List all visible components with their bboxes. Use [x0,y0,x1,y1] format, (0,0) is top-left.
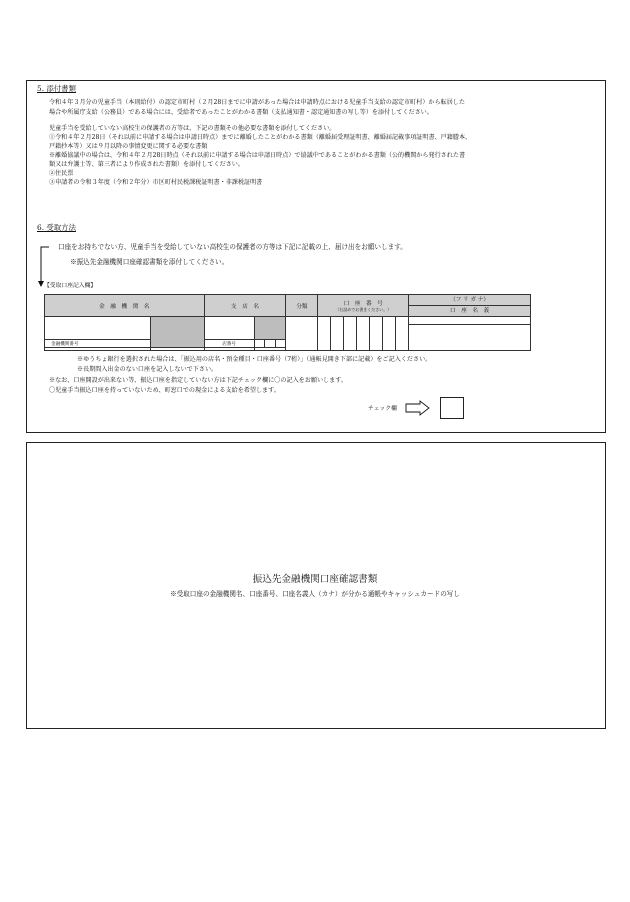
account-digit-5[interactable] [370,317,383,351]
account-digit-6[interactable] [383,317,396,351]
arrow-right-icon [405,400,431,416]
note-dormant: ※長期間入出金のない口座を記入しないで下さい。 [77,366,218,373]
account-digit-3[interactable] [344,317,357,351]
section5-p2-line3: 戸籍抄本等）又は９月以降の事情変更に関する必要な書類 [49,143,208,150]
section6-line1: 口座をお持ちでない方、児童手当を受給していない高校生の保護者の方等は下記に記載の上、届け出をお願いします。 [58,243,407,251]
col-bank-name: 金 融 機 関 名 [45,295,205,317]
note-cash: 〇児童手当振込口座を持っていないため、町窓口での現金による支給を希望します。 [49,387,280,394]
account-digit-2[interactable] [331,317,344,351]
col-holder-label: 口 座 名 義 [450,308,490,314]
check-box[interactable] [440,397,464,419]
account-digit-4[interactable] [357,317,370,351]
account-digit-1[interactable] [318,317,331,351]
bank-code-label: 金融機関番号 [45,340,151,348]
col-account-number [318,295,409,317]
section5-p2-line5: 類又は弁護士等、第三者により作成された書類）を添付してください。 [49,161,244,168]
note-check: ※なお、口座開設が出来ない等、振込口座を指定していない方は下記チェック欄に〇の記入をお願いします。 [49,377,347,384]
note-yucho: ※ゆうちょ銀行を選択された場合は、「振込用の店名・預金種目・口座番号（7桁）」（通帳見開き下部に記載）をご記入ください。 [77,356,432,363]
section5-p2-line6: ②住民票 [49,170,74,177]
col-account-number-label: 口 座 番 号 [343,300,383,307]
section5-p1-line2: 場合や所属庁支給（公務員）である場合には、受給者であったことがわかる書類（支払通知書・認定通知書の写し等）を添付してください。 [49,109,433,116]
branch-code-label: 店番号 [204,340,254,348]
bank-name-input[interactable] [45,317,151,340]
furigana-input[interactable] [409,317,531,325]
col-branch-name: 支 店 名 [204,295,286,317]
branch-name-input[interactable] [204,317,254,340]
account-type-input[interactable] [286,317,318,351]
section5-p2-line2: ①令和４年２月28日（それ以前に申請する場合は申請日時点）までに離婚したことがわかる書類（離婚届受理証明書、離婚届記載事項証明書、戸籍謄本、 [49,134,472,141]
section6-heading: 6. 受取方法 [37,223,76,232]
section5-p2-line7: ③申請者の令和３年度（令和２年分）市区町村民税課税証明書・非課税証明書 [49,179,263,186]
col-type: 分類 [286,295,318,317]
attachment-subtitle: ※受取口座の金融機関名、口座番号、口座名義人（カナ）が分かる通帳やキャッシュカードの写し [170,590,460,598]
section6-line2: ※振込先金融機関口座確認書類を添付してください。 [70,258,229,266]
account-digit-7[interactable] [396,317,409,351]
bank-type-cell [150,317,204,348]
table-label: 【受取口座記入欄】 [44,283,97,289]
attachment-title: 振込先金融機関口座確認書類 [252,574,378,585]
section5-p2-line1: 児童手当を受給していない高校生の保護者の方等は、下記の書類その他必要な書類を添付してください。 [49,125,336,132]
section5-p1-line1: 令和４年３月分の児童手当（本則給付）の認定市町村（２月28日までに申請があった場合は申請時点における児童手当支給の認定市町村）から転居した [49,99,465,106]
col-account-note: （右詰めでお書きください。） [335,306,392,312]
check-label: チェック欄 [368,406,397,412]
bank-code-boxes[interactable] [45,348,151,351]
holder-name-input[interactable] [409,325,531,351]
col-holder [409,295,531,317]
section5-heading: 5. 添付書類 [37,84,76,93]
account-table [44,294,531,351]
branch-type-cell [254,317,286,340]
col-furigana-label: （フ リ ガ ナ） [409,295,530,306]
branch-code-boxes[interactable] [254,340,286,348]
section5-p2-line4: ※離婚協議中の場合は、令和４年２月28日時点（それ以前に申請する場合は申請日時点）で協議中であることがわかる書類（公的機関から発行された書 [49,152,466,159]
